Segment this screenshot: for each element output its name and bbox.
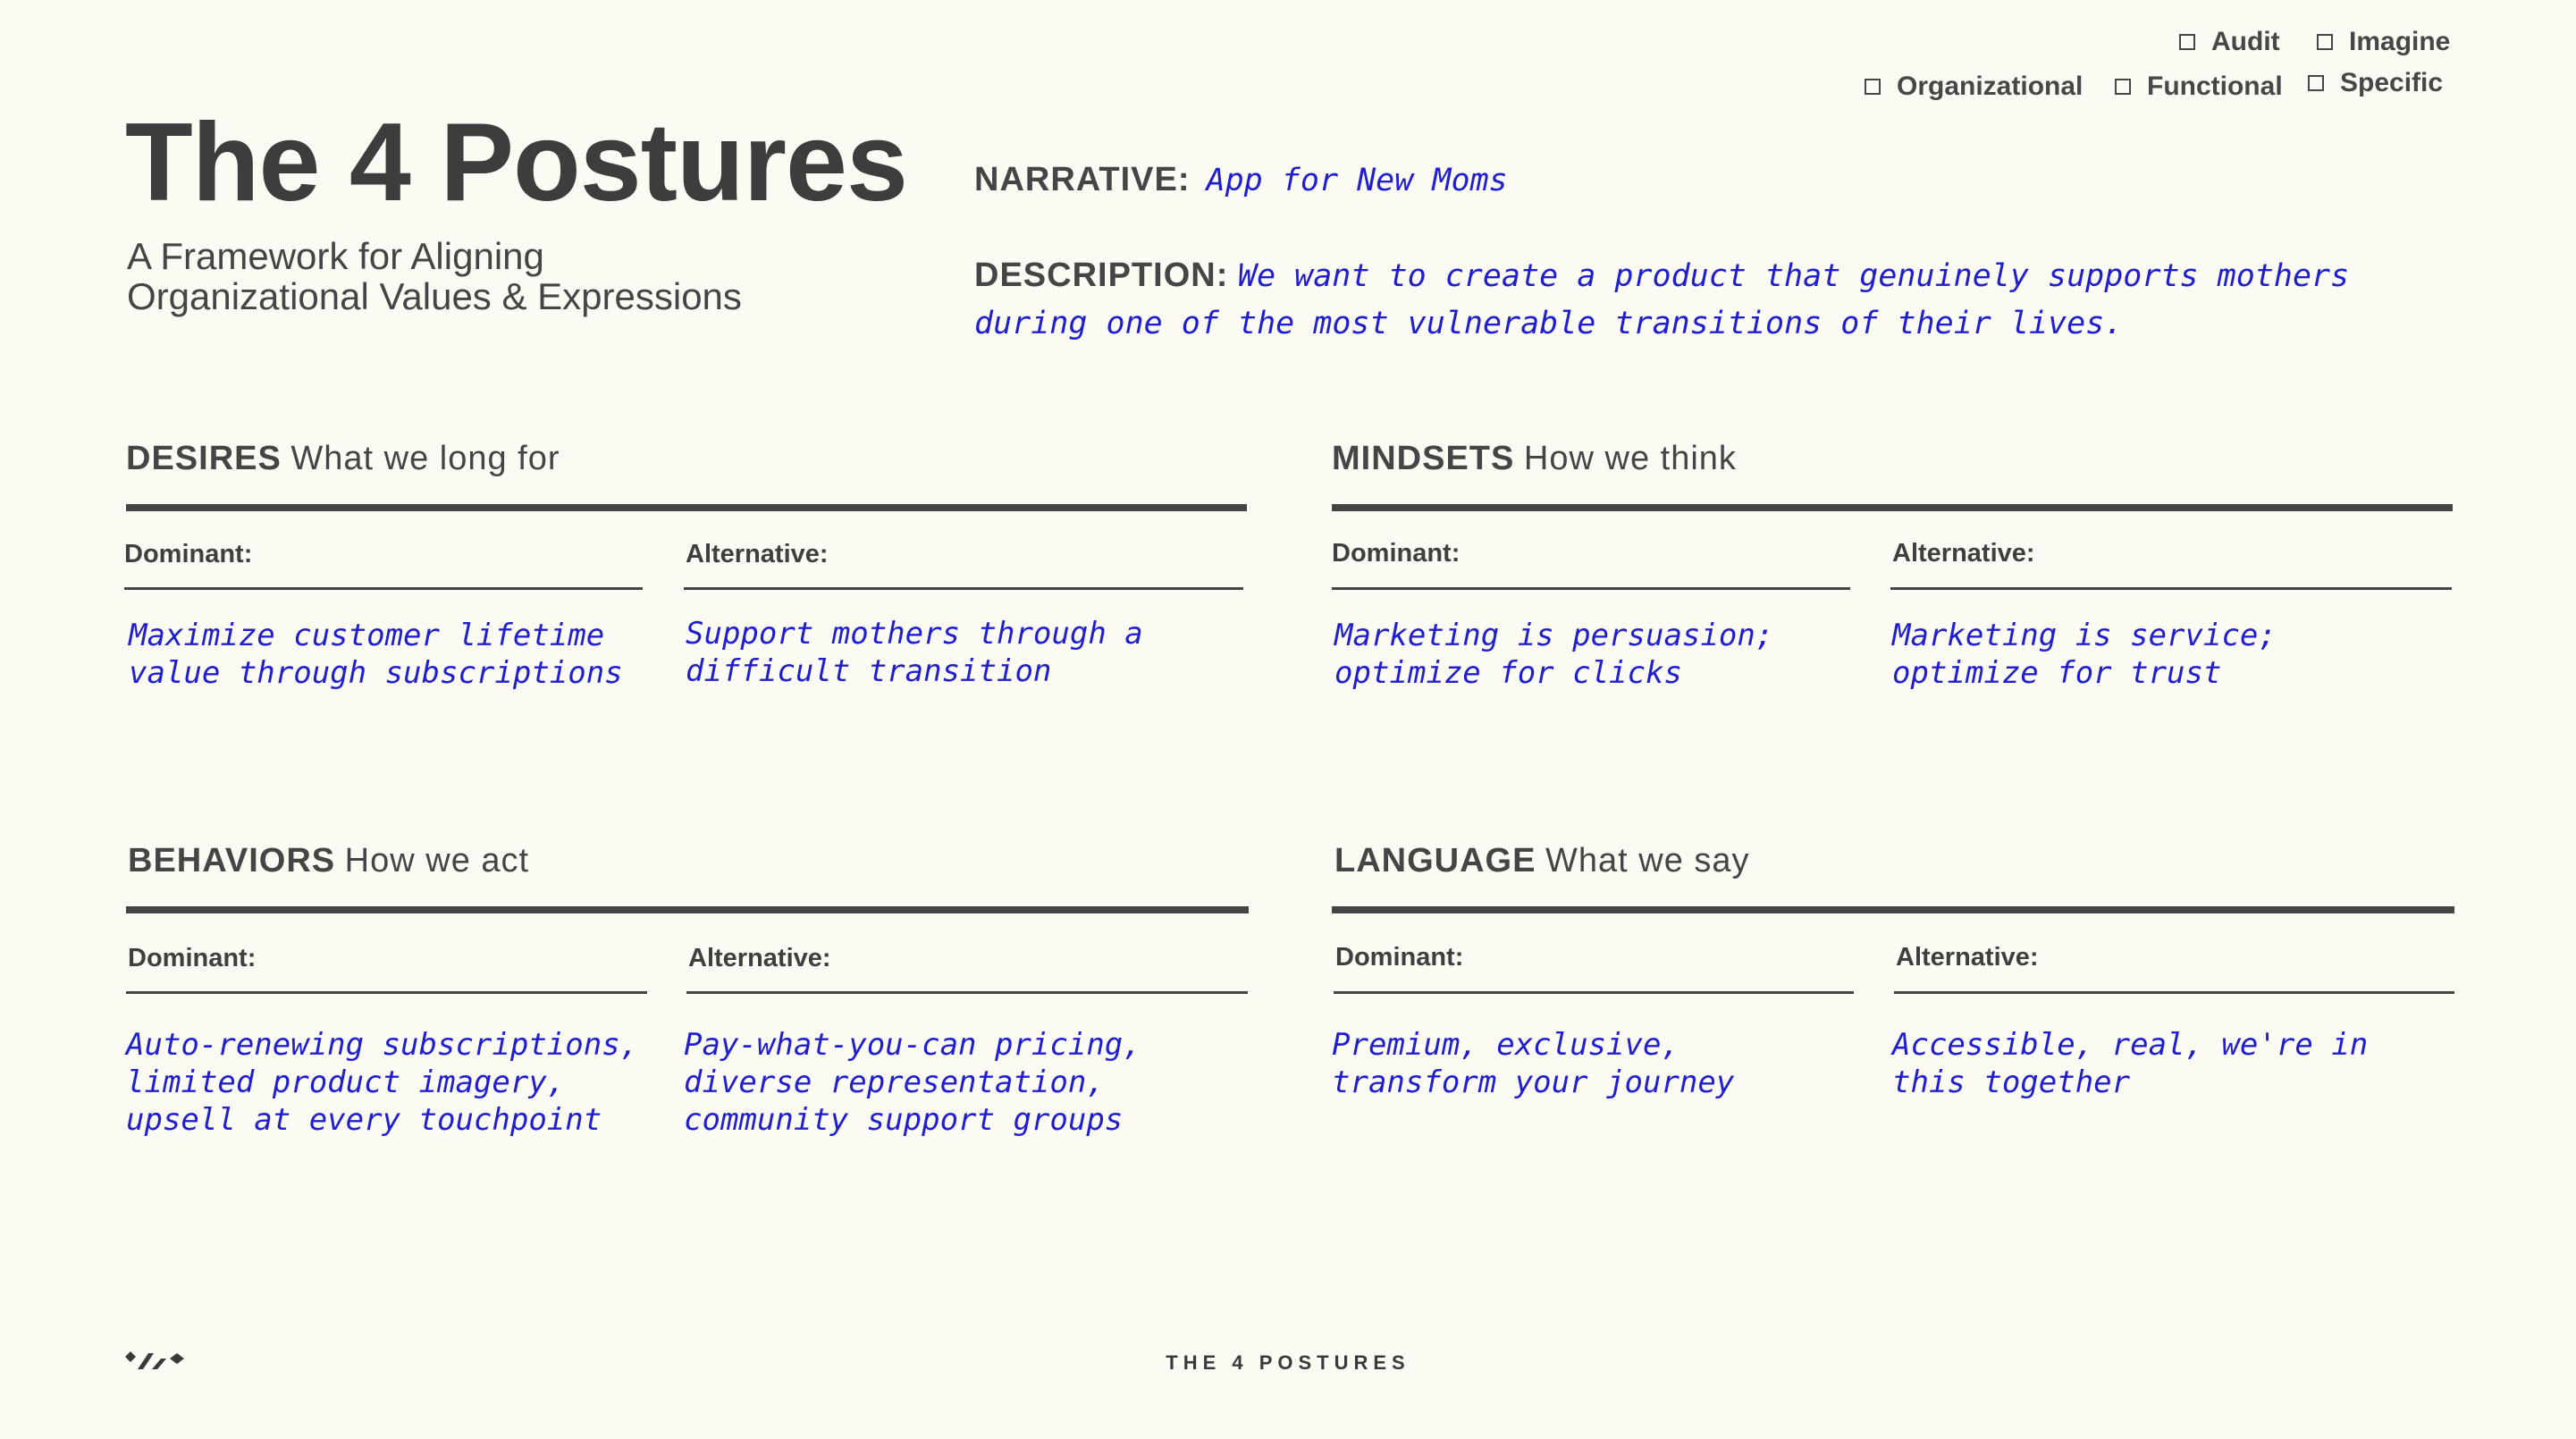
section-heading-behaviors (128, 842, 529, 880)
section-title: LANGUAGE (1334, 842, 1536, 879)
desires-alternative-text[interactable]: Support mothers through a difficult transition (686, 616, 1143, 689)
narrative-value[interactable]: App for New Moms (1206, 163, 1508, 198)
alternative-label: Alternative: (1896, 943, 2039, 972)
section-subtitle: What we say (1545, 842, 1750, 879)
narrative-label: NARRATIVE: (974, 161, 1191, 198)
description-label: DESCRIPTION: (974, 257, 1229, 294)
dominant-label: Dominant: (124, 540, 253, 568)
column-rule (1890, 587, 2452, 590)
language-dominant-text[interactable]: Premium, exclusive, transform your journey (1332, 1027, 1735, 1100)
checkbox-organizational[interactable] (1865, 72, 2083, 102)
language-alternative-text[interactable]: Accessible, real, we're in this together (1892, 1027, 2369, 1100)
description-row (974, 252, 2422, 347)
column-rule (684, 587, 1243, 590)
checkbox-audit[interactable] (2179, 27, 2280, 57)
behaviors-alternative-text[interactable]: Pay-what-you-can pricing, diverse representation, community support groups (684, 1027, 1141, 1138)
alternative-label: Alternative: (1892, 539, 2035, 568)
column-rule (1894, 991, 2454, 994)
section-heading-desires (126, 440, 560, 478)
subtitle-line-2: Organizational Values & Expressions (127, 275, 742, 317)
section-rule (1332, 504, 2453, 511)
column-rule (1332, 587, 1850, 590)
checkbox-label: Audit (2211, 27, 2280, 56)
mindsets-dominant-text[interactable]: Marketing is persuasion; optimize for clicks (1334, 618, 1774, 691)
checkbox-icon (2115, 79, 2131, 95)
page-subtitle (127, 236, 806, 316)
section-title: BEHAVIORS (128, 842, 336, 879)
mindsets-alternative-text[interactable]: Marketing is service; optimize for trust (1892, 618, 2277, 691)
description-value[interactable]: We want to create a product that genuinely supports mothers during one of the most vulnerable transitions of their lives. (974, 258, 2350, 341)
alternative-label: Alternative: (686, 540, 829, 568)
checkbox-specific[interactable] (2308, 68, 2443, 98)
section-subtitle: How we act (344, 842, 530, 879)
checkbox-imagine[interactable] (2317, 27, 2450, 57)
checkbox-icon (2308, 75, 2324, 91)
section-rule (126, 906, 1249, 913)
section-title: MINDSETS (1332, 440, 1515, 477)
checkbox-label: Imagine (2349, 27, 2451, 56)
section-heading-language (1334, 842, 1750, 880)
alternative-label: Alternative: (688, 944, 831, 972)
dominant-label: Dominant: (1332, 539, 1461, 568)
column-rule (1334, 991, 1854, 994)
page-title: The 4 Postures (125, 101, 907, 224)
dominant-label: Dominant: (128, 944, 257, 972)
column-rule (126, 991, 647, 994)
dominant-label: Dominant: (1335, 943, 1464, 972)
section-title: DESIRES (126, 440, 282, 477)
desires-dominant-text[interactable]: Maximize customer lifetime value through subscriptions (129, 618, 623, 691)
footer-title: THE 4 POSTURES (1166, 1351, 1410, 1374)
narrative-row (974, 161, 1508, 199)
section-heading-mindsets (1332, 440, 1737, 478)
section-subtitle: What we long for (290, 440, 560, 477)
checkbox-label: Organizational (1897, 72, 2084, 101)
subtitle-line-1: A Framework for Aligning (127, 235, 544, 277)
column-rule (686, 991, 1248, 994)
section-rule (1332, 906, 2454, 913)
behaviors-dominant-text[interactable]: Auto-renewing subscriptions, limited product imagery, upsell at every touchpoint (126, 1027, 639, 1138)
checkbox-functional[interactable] (2115, 72, 2283, 102)
section-rule (126, 504, 1247, 511)
column-rule (124, 587, 643, 590)
section-subtitle: How we think (1523, 440, 1737, 477)
checkbox-label: Functional (2147, 72, 2283, 101)
checkbox-icon (1865, 79, 1881, 95)
checkbox-icon (2179, 34, 2195, 50)
checkbox-icon (2317, 34, 2333, 50)
checkbox-label: Specific (2340, 68, 2444, 97)
